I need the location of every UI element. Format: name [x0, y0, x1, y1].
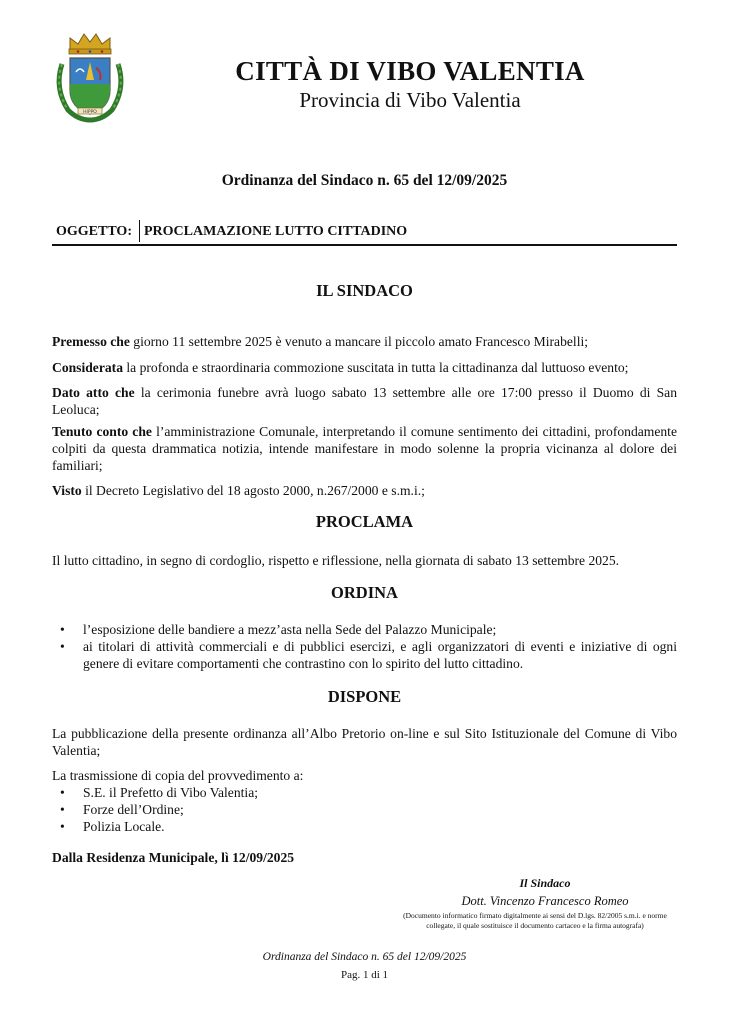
province-subtitle: Provincia di Vibo Valentia — [299, 88, 521, 112]
subject-value: PROCLAMAZIONE LUTTO CITTADINO — [144, 224, 408, 239]
premise-3 — [52, 384, 677, 418]
list-item-text: ai titolari di attività commerciali e di pubblici esercizi, e agli organizzatori di eventi e iniziative di ogni genere di evitare comportamenti che contrastino con lo spirito del lutto cittadino. — [83, 639, 677, 671]
city-crest-logo — [50, 28, 130, 124]
premise-4 — [52, 423, 677, 474]
premise-lead: Visto — [52, 483, 82, 498]
ordinance-heading: Ordinanza del Sindaco n. 65 del 12/09/2025 — [221, 172, 508, 189]
list-item: • Polizia Locale. — [60, 819, 165, 834]
recipients-list — [52, 784, 677, 835]
crest-ribbon-text: HIPPO — [83, 110, 97, 115]
premise-text: il Decreto Legislativo del 18 agosto 2000, n.267/2000 e s.m.i.; — [81, 483, 425, 498]
list-item: • ai titolari di attività commerciali e di pubblici esercizi, e agli organizzatori di eventi e iniziative di ogni genere di evitare comportamenti che contrastino con lo spirito del lutto cittadino. — [60, 639, 677, 671]
premise-text: la profonda e straordinaria commozione suscitata in tutta la cittadinanza dal luttuoso evento; — [123, 360, 629, 375]
list-item-text: Polizia Locale. — [83, 819, 165, 834]
list-item-text: l’esposizione delle bandiere a mezz’asta nella Sede del Palazzo Municipale; — [83, 622, 497, 637]
dispone-text-1: La pubblicazione della presente ordinanza all’Albo Pretorio on-line e sul Sito Istituzionale del Comune di Vibo Valentia; — [52, 726, 677, 758]
premise-2 — [52, 359, 677, 376]
footer-title: Ordinanza del Sindaco n. 65 del 12/09/2025 — [262, 951, 467, 963]
dispone-heading: DISPONE — [327, 687, 402, 706]
premise-1 — [52, 333, 677, 350]
ordina-heading: ORDINA — [331, 583, 398, 602]
premise-text: la cerimonia funebre avrà luogo sabato 13 settembre alle ore 17:00 presso il Duomo di San Leoluca; — [52, 385, 677, 417]
subject-separator — [139, 220, 140, 242]
ordina-list — [52, 621, 677, 672]
signature-note: (Documento informatico firmato digitalmente ai sensi del D.lgs. 82/2005 s.m.i. e norme collegate, il quale sostituisce il documento cartaceo e la firma autografa) — [403, 911, 667, 930]
list-item-text: Forze dell’Ordine; — [83, 802, 184, 817]
page-number: Pag. 1 di 1 — [340, 969, 389, 981]
subject-label: OGGETTO: — [56, 224, 132, 239]
premise-lead: Dato atto che — [52, 385, 135, 400]
list-item-text: S.E. il Prefetto di Vibo Valentia; — [83, 785, 259, 800]
subject-box — [52, 220, 677, 246]
list-item: • l’esposizione delle bandiere a mezz’asta nella Sede del Palazzo Municipale; — [60, 622, 497, 637]
il-sindaco-heading: IL SINDACO — [316, 281, 413, 300]
premise-text: l’amministrazione Comunale, interpretando il comune sentimento dei cittadini, profondamente colpiti da questa drammatica notizia, intende manifestare in modo solenne la propria vicinanza al dolore dei familiari; — [52, 424, 677, 473]
proclama-heading: PROCLAMA — [315, 512, 414, 531]
premise-lead: Considerata — [52, 360, 123, 375]
dispone-text-2: La trasmissione di copia del provvedimento a: — [52, 768, 304, 783]
premise-5 — [52, 482, 677, 499]
premise-text: giorno 11 settembre 2025 è venuto a mancare il piccolo amato Francesco Mirabelli; — [129, 334, 589, 349]
city-title: CITTÀ DI VIBO VALENTIA — [235, 56, 585, 86]
proclama-text: Il lutto cittadino, in segno di cordoglio, rispetto e riflessione, nella giornata di sabato 13 settembre 2025. — [52, 553, 620, 568]
premise-lead: Tenuto conto che — [52, 424, 152, 439]
signature-role: Il Sindaco — [519, 876, 571, 890]
list-item: • S.E. il Prefetto di Vibo Valentia; — [60, 785, 259, 800]
premise-lead: Premesso che — [52, 334, 130, 349]
signature-name: Dott. Vincenzo Francesco Romeo — [461, 894, 629, 908]
list-item: • Forze dell’Ordine; — [60, 802, 184, 817]
place-date: Dalla Residenza Municipale, lì 12/09/2025 — [52, 850, 295, 865]
